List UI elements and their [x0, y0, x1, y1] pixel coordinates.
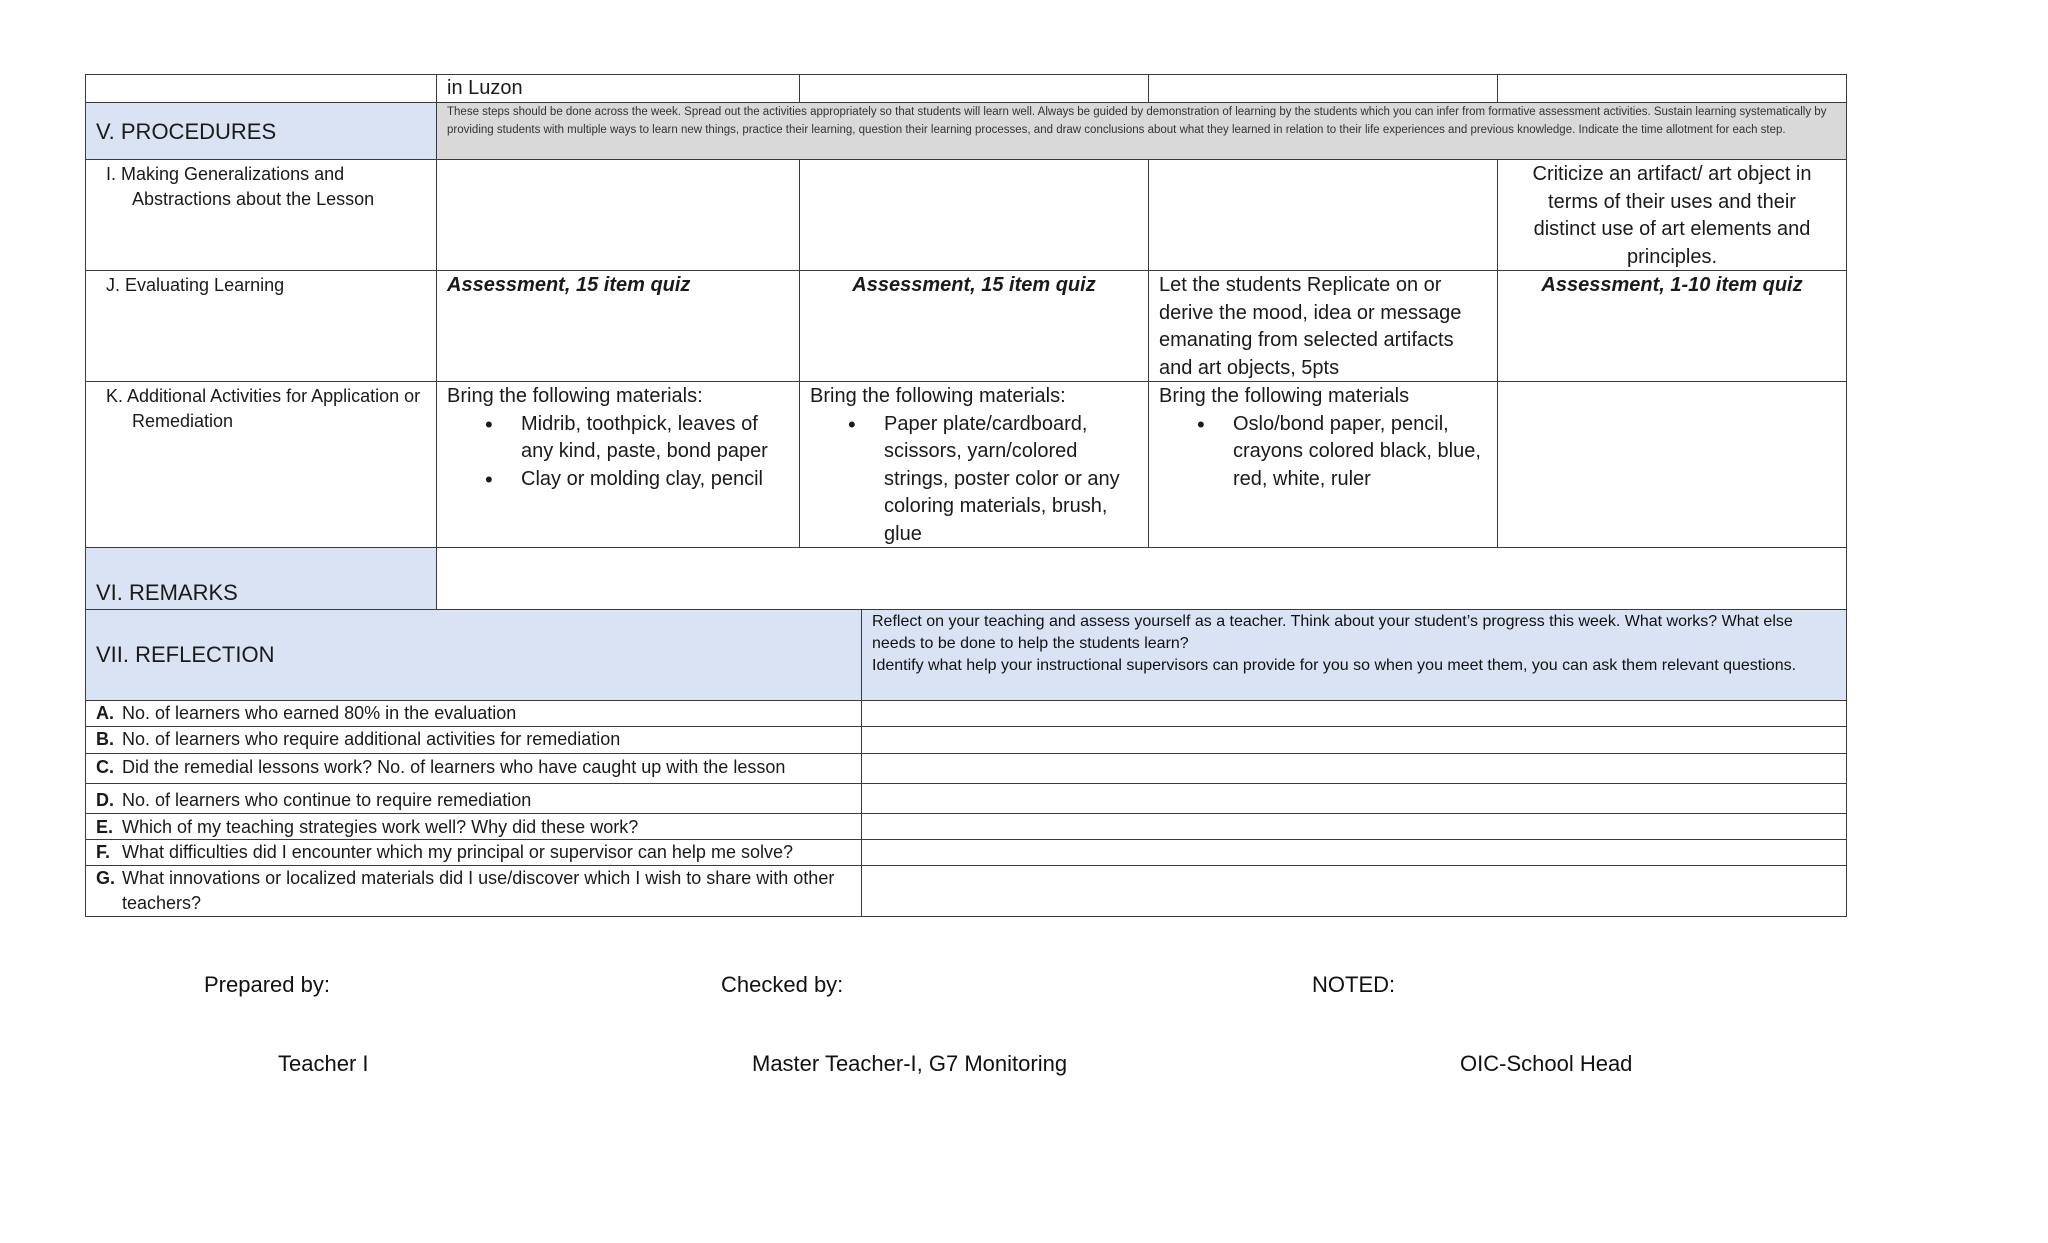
list-item: • Oslo/bond paper, pencil, crayons colored black, blue, red, white, ruler — [1233, 411, 1487, 494]
row-i-col4-cell — [1148, 159, 1498, 271]
answer-cell — [861, 813, 1847, 840]
row-j-col4-cell — [1148, 270, 1498, 382]
table-row — [85, 700, 862, 727]
top-row-col2-text: in Luzon — [447, 77, 523, 99]
procedures-heading-cell — [85, 102, 437, 160]
row-j-col3-cell — [799, 270, 1149, 382]
row-k-col4-list — [1159, 411, 1487, 494]
procedures-note-cell — [436, 102, 1847, 160]
row-j-label: J. Evaluating Learning — [106, 275, 285, 295]
list-item: • Midrib, toothpick, leaves of any kind, paste, bond paper — [521, 411, 789, 466]
row-i-col3-cell — [799, 159, 1149, 271]
procedures-heading: V. PROCEDURES — [96, 119, 277, 144]
row-j-col4-text: Let the students Replicate on or derive the mood, idea or message emanating from selected artifacts and art objects, 5pts — [1159, 274, 1462, 379]
row-k-label-cell — [85, 381, 437, 548]
row-k-col3-cell — [799, 381, 1149, 548]
table-row — [85, 839, 862, 866]
prepared-role: Teacher I — [278, 1051, 369, 1076]
list-item: • Paper plate/cardboard, scissors, yarn/colored strings, poster color or any coloring materials, brush, glue — [884, 411, 1138, 549]
remarks-heading: VI. REMARKS — [96, 580, 238, 605]
row-i-label-cell — [85, 159, 437, 271]
table-row — [85, 783, 862, 814]
row-k-col2-cell — [436, 381, 800, 548]
list-item: • Clay or molding clay, pencil — [521, 466, 789, 494]
row-k-col4-heading: Bring the following materials — [1159, 385, 1410, 407]
reflection-heading: VII. REFLECTION — [96, 642, 275, 667]
top-row-col3-cell — [799, 74, 1149, 103]
row-i-col2-cell — [436, 159, 800, 271]
top-row-col4-cell — [1148, 74, 1498, 103]
procedures-note: These steps should be done across the week. Spread out the activities appropriately so that students will learn well. Always be guided by demonstration of learning by the students which you can infer from formative assessment activities. Sustain learning systematically by providing students with multiple ways to learn new things, practice their learning, question their learning processes, and draw conclusions about what they learned in relation to their life experiences and previous knowledge. Indicate the time allotment for each step. — [447, 106, 1827, 136]
reflection-heading-cell — [85, 609, 862, 701]
row-k-label: K. Additional Activities for Application or Remediation — [106, 386, 421, 431]
table-row — [85, 813, 862, 840]
row-key: E. — [96, 817, 114, 837]
row-j-col2-text: Assessment, 15 item quiz — [447, 274, 691, 296]
prepared-by-label: Prepared by: — [204, 972, 330, 997]
row-i-label: I. Making Generalizations and Abstractions about the Lesson — [106, 164, 375, 209]
noted-label: NOTED: — [1312, 972, 1396, 997]
table-row — [85, 865, 862, 917]
answer-cell — [861, 783, 1847, 814]
answer-cell — [861, 753, 1847, 784]
remarks-content-cell — [436, 547, 1847, 610]
row-j-col3-text: Assessment, 15 item quiz — [852, 274, 1096, 296]
noted-role: OIC-School Head — [1460, 1051, 1633, 1076]
top-row-col2-cell — [436, 74, 800, 103]
row-key: F. — [96, 842, 111, 862]
checked-by-label: Checked by: — [721, 972, 844, 997]
row-k-col3-heading: Bring the following materials: — [810, 385, 1066, 407]
table-row — [85, 726, 862, 754]
answer-cell — [861, 726, 1847, 754]
row-text: No. of learners who require additional activities for remediation — [122, 729, 621, 749]
row-text: No. of learners who earned 80% in the evaluation — [122, 703, 517, 723]
row-k-col2-list — [447, 411, 789, 494]
row-j-col2-cell — [436, 270, 800, 382]
row-text: What innovations or localized materials did I use/discover which I wish to share with other teachers? — [122, 868, 835, 913]
row-key: B. — [96, 729, 114, 749]
row-i-col5-cell — [1497, 159, 1847, 271]
answer-cell — [861, 865, 1847, 917]
table-row — [85, 753, 862, 784]
checked-role: Master Teacher-I, G7 Monitoring — [752, 1051, 1068, 1076]
row-j-col5-text: Assessment, 1-10 item quiz — [1541, 274, 1803, 296]
row-text: Did the remedial lessons work? No. of learners who have caught up with the lesson — [122, 757, 786, 777]
row-text: Which of my teaching strategies work well? Why did these work? — [122, 817, 639, 837]
answer-cell — [861, 700, 1847, 727]
row-key: A. — [96, 703, 114, 723]
reflection-note-1: Reflect on your teaching and assess yourself as a teacher. Think about your student’s progress this week. What works? What else needs to be done to help the students learn? — [872, 613, 1793, 652]
reflection-note-2: Identify what help your instructional supervisors can provide for you so when you meet them, you can ask them relevant questions. — [872, 657, 1797, 674]
row-k-col3-list — [810, 411, 1138, 549]
answer-cell — [861, 839, 1847, 866]
row-key: G. — [96, 868, 116, 888]
reflection-note-cell — [861, 609, 1847, 701]
row-j-label-cell — [85, 270, 437, 382]
remarks-heading-cell — [85, 547, 437, 610]
row-text: What difficulties did I encounter which my principal or supervisor can help me solve? — [122, 842, 793, 862]
row-i-col5-text: Criticize an artifact/ art object in terms of their uses and their distinct use of art elements and principles. — [1532, 163, 1812, 268]
row-j-col5-cell — [1497, 270, 1847, 382]
row-text: No. of learners who continue to require remediation — [122, 790, 532, 810]
top-row-col5-cell — [1497, 74, 1847, 103]
row-key: D. — [96, 790, 114, 810]
top-row-label-cell — [85, 74, 437, 103]
row-key: C. — [96, 757, 114, 777]
row-k-col4-cell — [1148, 381, 1498, 548]
row-k-col2-heading: Bring the following materials: — [447, 385, 703, 407]
row-k-col5-cell — [1497, 381, 1847, 548]
